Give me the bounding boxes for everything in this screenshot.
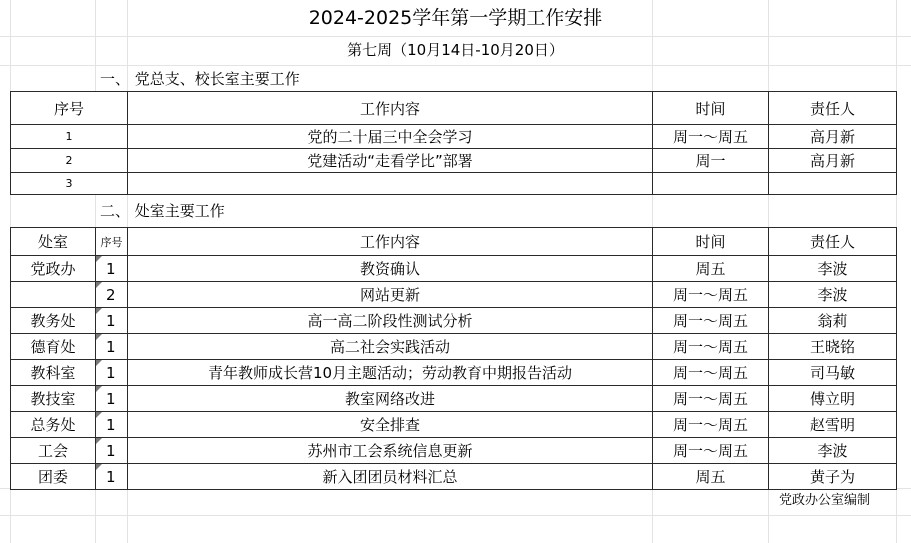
cell-content[interactable]: 教室网络改进 — [128, 386, 653, 412]
cell-seq[interactable] — [96, 438, 128, 464]
cell-marker-icon — [96, 464, 102, 470]
table-row — [11, 256, 897, 282]
cell-dept[interactable]: 党政办 — [11, 256, 96, 282]
cell-content[interactable]: 新入团团员材料汇总 — [128, 464, 653, 490]
cell-marker-icon — [96, 282, 102, 288]
cell-seq[interactable] — [96, 308, 128, 334]
cell-marker-icon — [96, 360, 102, 366]
cell-time[interactable]: 周一～周五 — [653, 334, 769, 360]
cell-person[interactable]: 翁莉 — [769, 308, 897, 334]
cell-seq-value: 1 — [106, 259, 116, 278]
table-row — [11, 282, 897, 308]
cell-time[interactable]: 周一～周五 — [653, 125, 769, 149]
cell-seq-value: 1 — [106, 363, 116, 382]
cell-seq[interactable] — [96, 334, 128, 360]
footer-editor: 党政办公室编制 — [779, 493, 871, 508]
cell-seq[interactable]: 3 — [11, 173, 128, 195]
table-row — [11, 464, 897, 490]
cell-content[interactable] — [128, 173, 653, 195]
cell-content[interactable]: 高一高二阶段性测试分析 — [128, 308, 653, 334]
cell-time[interactable]: 周一～周五 — [653, 386, 769, 412]
header-time: 时间 — [653, 228, 769, 256]
cell-person[interactable]: 王晓铭 — [769, 334, 897, 360]
table-row — [11, 360, 897, 386]
cell-seq-value: 1 — [106, 337, 116, 356]
cell-content[interactable]: 党建活动“走看学比”部署 — [128, 149, 653, 173]
cell-seq-value: 1 — [106, 415, 116, 434]
cell-time[interactable]: 周一～周五 — [653, 438, 769, 464]
cell-person[interactable]: 司马敏 — [769, 360, 897, 386]
cell-time[interactable]: 周一～周五 — [653, 412, 769, 438]
cell-dept[interactable]: 教科室 — [11, 360, 96, 386]
cell-time[interactable]: 周一～周五 — [653, 308, 769, 334]
header-person: 责任人 — [769, 92, 897, 125]
cell-person[interactable]: 黄子为 — [769, 464, 897, 490]
cell-person[interactable] — [769, 173, 897, 195]
cell-seq[interactable]: 1 — [11, 125, 128, 149]
cell-seq[interactable] — [96, 386, 128, 412]
cell-content[interactable]: 教资确认 — [128, 256, 653, 282]
table-header-row — [11, 92, 897, 125]
cell-marker-icon — [96, 412, 102, 418]
cell-person[interactable]: 李波 — [769, 438, 897, 464]
table-row — [11, 149, 897, 173]
cell-seq-value: 1 — [106, 389, 116, 408]
table-row — [11, 438, 897, 464]
header-content: 工作内容 — [128, 92, 653, 125]
cell-time[interactable]: 周一～周五 — [653, 282, 769, 308]
cell-time[interactable]: 周五 — [653, 256, 769, 282]
department-work-table — [10, 227, 897, 490]
cell-dept[interactable]: 德育处 — [11, 334, 96, 360]
cell-time[interactable]: 周一～周五 — [653, 360, 769, 386]
table-row — [11, 173, 897, 195]
cell-content[interactable]: 苏州市工会系统信息更新 — [128, 438, 653, 464]
grid-line — [0, 36, 911, 37]
cell-content[interactable]: 党的二十届三中全会学习 — [128, 125, 653, 149]
header-person: 责任人 — [769, 228, 897, 256]
table-header-row — [11, 228, 897, 256]
cell-marker-icon — [96, 386, 102, 392]
cell-person[interactable]: 高月新 — [769, 149, 897, 173]
section2-title: 二、 处室主要工作 — [100, 202, 225, 220]
header-time: 时间 — [653, 92, 769, 125]
cell-seq[interactable]: 2 — [11, 149, 128, 173]
cell-marker-icon — [96, 334, 102, 340]
grid-line — [0, 515, 911, 516]
cell-seq-value: 1 — [106, 441, 116, 460]
header-seq: 序号 — [96, 228, 128, 256]
cell-seq-value: 2 — [106, 285, 116, 304]
cell-content[interactable]: 青年教师成长营10月主题活动；劳动教育中期报告活动 — [128, 360, 653, 386]
page-subtitle: 第七周（10月14日-10月20日） — [347, 41, 564, 59]
cell-seq-value: 1 — [106, 467, 116, 486]
table-row — [11, 125, 897, 149]
header-dept: 处室 — [11, 228, 96, 256]
table-row — [11, 334, 897, 360]
cell-dept[interactable]: 总务处 — [11, 412, 96, 438]
cell-marker-icon — [96, 438, 102, 444]
cell-person[interactable]: 李波 — [769, 256, 897, 282]
cell-marker-icon — [96, 256, 102, 262]
page-title: 2024-2025学年第一学期工作安排 — [308, 7, 603, 29]
cell-seq[interactable] — [96, 464, 128, 490]
cell-seq[interactable] — [96, 412, 128, 438]
cell-dept[interactable]: 团委 — [11, 464, 96, 490]
cell-time[interactable]: 周一 — [653, 149, 769, 173]
cell-person[interactable]: 傅立明 — [769, 386, 897, 412]
cell-time[interactable] — [653, 173, 769, 195]
cell-seq[interactable] — [96, 282, 128, 308]
cell-person[interactable]: 高月新 — [769, 125, 897, 149]
leadership-work-table — [10, 91, 897, 195]
table-row — [11, 308, 897, 334]
cell-content[interactable]: 高二社会实践活动 — [128, 334, 653, 360]
cell-content[interactable]: 网站更新 — [128, 282, 653, 308]
cell-dept[interactable] — [11, 282, 96, 308]
header-content: 工作内容 — [128, 228, 653, 256]
cell-dept[interactable]: 工会 — [11, 438, 96, 464]
section1-title: 一、 党总支、校长室主要工作 — [100, 70, 300, 88]
cell-person[interactable]: 赵雪明 — [769, 412, 897, 438]
table-row — [11, 412, 897, 438]
cell-content[interactable]: 安全排查 — [128, 412, 653, 438]
header-seq: 序号 — [11, 92, 128, 125]
cell-seq-value: 1 — [106, 311, 116, 330]
cell-marker-icon — [96, 308, 102, 314]
cell-dept[interactable]: 教务处 — [11, 308, 96, 334]
cell-seq[interactable] — [96, 360, 128, 386]
cell-seq[interactable] — [96, 256, 128, 282]
cell-person[interactable]: 李波 — [769, 282, 897, 308]
grid-line — [0, 65, 911, 66]
cell-dept[interactable]: 教技室 — [11, 386, 96, 412]
cell-time[interactable]: 周五 — [653, 464, 769, 490]
table-row — [11, 386, 897, 412]
